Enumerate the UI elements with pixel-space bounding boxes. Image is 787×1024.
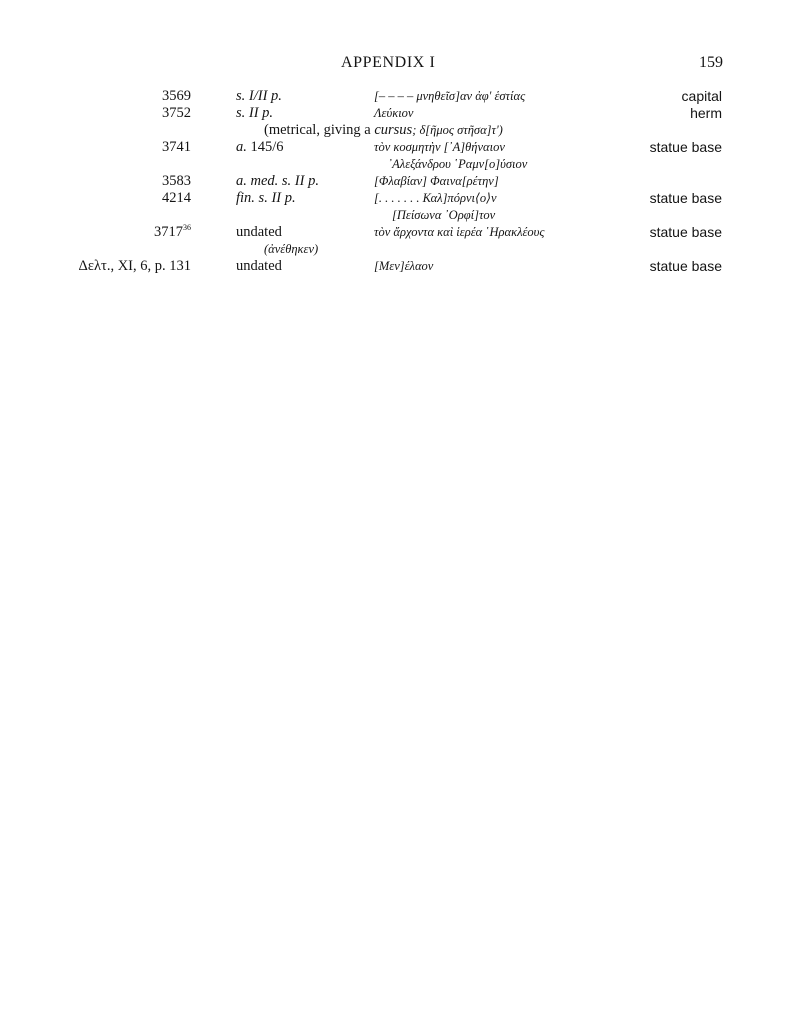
table-row-note [0, 241, 787, 258]
inscription-number: 3583 [162, 173, 191, 189]
table-row-continuation [0, 156, 787, 173]
monument-type: statue base [649, 139, 722, 155]
note-cursus: cursus [374, 122, 413, 138]
greek-text: Λεύκιον [374, 106, 414, 120]
note-greek: ; δ[ῆμος στῆσα]τ') [412, 123, 503, 137]
date-cell: undated [236, 224, 282, 240]
date-cell: fin. s. II p. [236, 190, 296, 206]
greek-text: [Φλαβίαν] Φαινα[ρέτην] [374, 174, 499, 188]
greek-text: [– – – – μνηθεῖσ]αν ἀφ' ἑστίας [374, 89, 526, 103]
date-cell: s. I/II p. [236, 88, 282, 104]
inscription-number [154, 224, 191, 241]
table-row [0, 258, 787, 275]
date-cell: undated [236, 258, 282, 274]
greek-text: τὸν κοσμητὴν [᾿Α]θήναιον [374, 140, 505, 154]
number-text: 3717 [154, 224, 183, 240]
monument-type: statue base [649, 190, 722, 206]
dedication-note: (ἀνέθηκεν) [264, 242, 319, 256]
inscription-number: 4214 [162, 190, 191, 206]
table-row-note [0, 122, 787, 139]
greek-text: [. . . . . . . Καλ]πόρνι⟨ο⟩ν [374, 191, 497, 205]
table-row [0, 105, 787, 122]
appendix-table [0, 88, 787, 275]
date-cell: s. II p. [236, 105, 274, 121]
table-row [0, 190, 787, 207]
table-row-continuation [0, 207, 787, 224]
monument-type: capital [681, 88, 722, 104]
greek-text: τὸν ἄρχοντα καὶ ἱερέα ῾Ηρακλέους [374, 225, 545, 239]
note-text: (metrical, giving a [264, 122, 375, 138]
inscription-number: 3569 [162, 88, 191, 104]
monument-type: statue base [649, 224, 722, 240]
inscription-number: Δελτ., XI, 6, p. 131 [78, 258, 191, 274]
greek-text-continued: [Πείσωνα ᾿Ορφί]τον [392, 208, 496, 222]
page-header [0, 54, 787, 76]
table-row [0, 173, 787, 190]
inscription-number: 3741 [162, 139, 191, 155]
table-row [0, 88, 787, 105]
running-title: APPENDIX I [341, 54, 436, 71]
metrical-note [264, 122, 503, 139]
monument-type: statue base [649, 258, 722, 274]
table-row [0, 139, 787, 156]
monument-type: herm [690, 105, 722, 121]
inscription-number: 3752 [162, 105, 191, 121]
table-row [0, 224, 787, 241]
page-number: 159 [699, 54, 723, 71]
greek-text-continued: ᾿Αλεξάνδρου ῾Ραμν[ο]ύσιον [388, 157, 528, 171]
date-cell: a. med. s. II p. [236, 173, 319, 189]
footnote-marker: 36 [183, 223, 191, 233]
greek-text: [Μεν]έλαον [374, 259, 434, 273]
date-cell: a. 145/6 [236, 139, 284, 155]
